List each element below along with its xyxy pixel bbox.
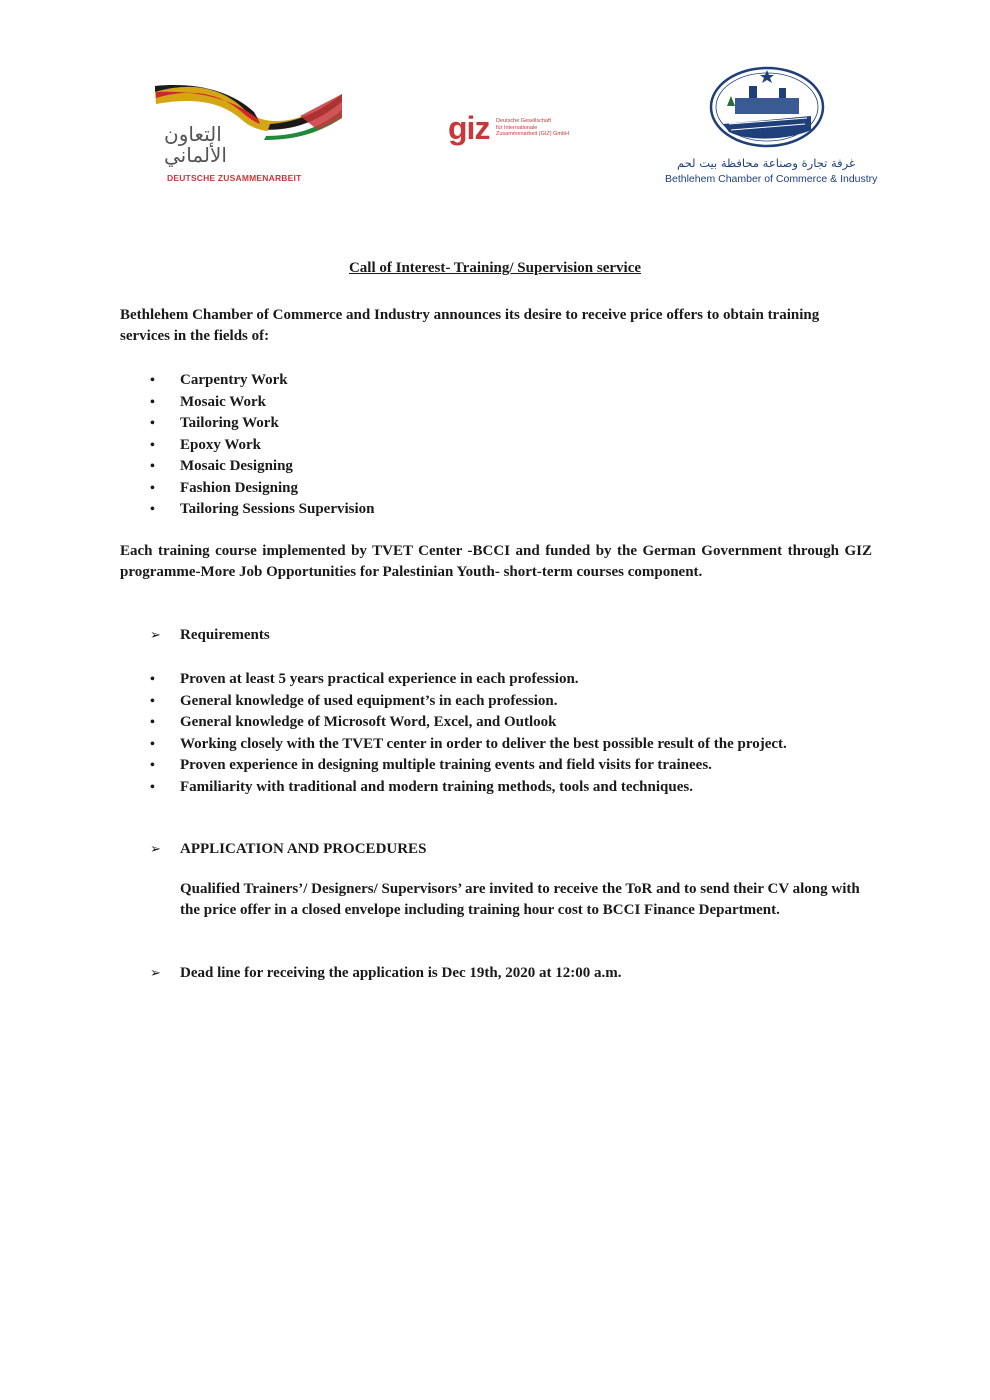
requirements-list [150,669,850,798]
list-item: • General knowledge of Microsoft Word, Excel, and Outlook [150,712,850,734]
bcci-english-name: Bethlehem Chamber of Commerce & Industry [665,173,878,185]
application-heading-text: APPLICATION AND PROCEDURES [180,841,427,857]
list-item: • Proven at least 5 years practical experience in each profession. [150,669,850,691]
bcci-arabic-name: غرفة تجارة وصناعة محافظة بيت لحم [676,156,856,170]
list-item: • Familiarity with traditional and modern training methods, tools and techniques. [150,777,850,799]
arrow-bullet-icon: ➢ [150,842,161,857]
giz-logo [448,110,588,150]
giz-mark: giz [448,110,490,146]
list-item: • Proven experience in designing multiple training events and field visits for trainees. [150,755,850,777]
arrow-bullet-icon: ➢ [150,966,161,981]
arrow-bullet-icon: ➢ [150,628,161,643]
requirements-heading [150,625,900,646]
document-title: Call of Interest- Training/ Supervision service [348,260,642,276]
training-fields-list [150,370,850,521]
deadline-item [150,963,900,984]
list-item: • Epoxy Work [150,435,850,457]
list-item: • Fashion Designing [150,478,850,500]
coop-arabic-line1: التعاون [164,122,222,146]
application-paragraph: Qualified Trainers’/ Designers/ Supervisors’ are invited to receive the ToR and to send their CV along with the price offer in a closed envelope including training hour cost to BCCI Finance Department. [180,881,860,918]
coop-arabic-line2: الألماني [164,143,227,167]
bethlehem-seal-icon [709,66,825,148]
list-item: • Mosaic Work [150,392,850,414]
deadline-text: Dead line for receiving the application is Dec 19th, 2020 at 12:00 a.m. [180,965,622,981]
list-item: • Tailoring Sessions Supervision [150,499,850,521]
list-item: • Tailoring Work [150,413,850,435]
giz-full-name: Deutsche Gesellschaft für Internationale Zusammenarbeit (GIZ) GmbH [496,118,570,137]
list-item: • Mosaic Designing [150,456,850,478]
intro-paragraph: Bethlehem Chamber of Commerce and Industry announces its desire to receive price offers to obtain training services in the fields of: [120,307,820,344]
coop-english-label: DEUTSCHE ZUSAMMENARBEIT [167,173,302,183]
application-heading [150,839,900,860]
german-cooperation-logo [150,80,350,190]
requirements-heading-text: Requirements [180,627,270,643]
funding-paragraph: Each training course implemented by TVET Center -BCCI and funded by the German Government through GIZ programme-More Job Opportunities for Palestinian Youth- short-term courses component. [120,543,872,580]
list-item: • Working closely with the TVET center in order to deliver the best possible result of the project. [150,734,850,756]
list-item: • General knowledge of used equipment’s in each profession. [150,691,850,713]
list-item: • Carpentry Work [150,370,850,392]
bcci-logo [665,66,878,190]
